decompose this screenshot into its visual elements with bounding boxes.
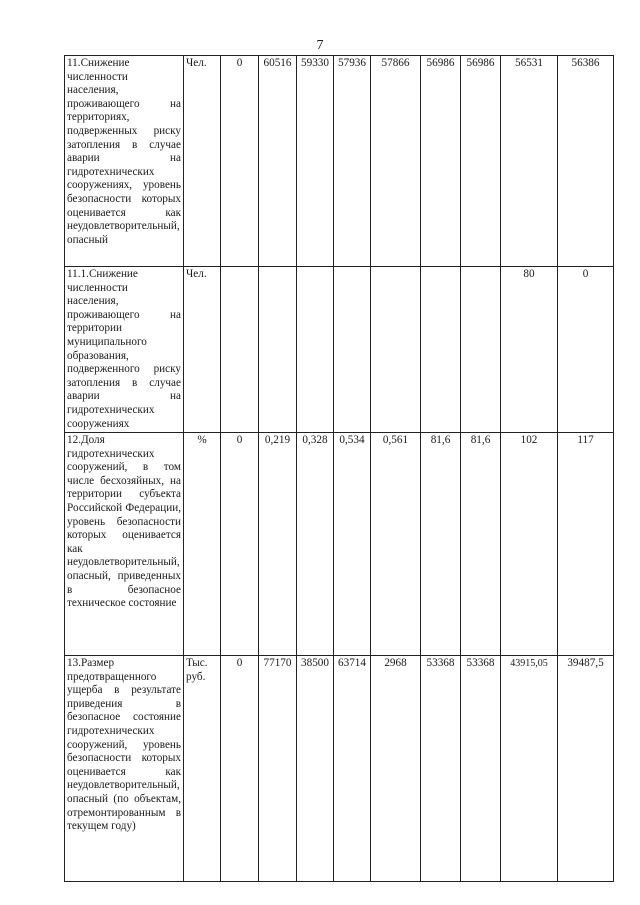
value-cell: 53368 (421, 656, 461, 882)
value-cell: 0 (558, 267, 614, 433)
value-cell: 0 (221, 656, 259, 882)
value-cell: 0 (221, 433, 259, 656)
value-cell (371, 267, 421, 433)
value-cell: 2968 (371, 656, 421, 882)
value-cell: 59330 (297, 56, 334, 267)
value-cell: 0,219 (259, 433, 297, 656)
value-cell: 57936 (334, 56, 371, 267)
value-cell: 81,6 (421, 433, 461, 656)
value-cell: 102 (501, 433, 558, 656)
indicator-unit: % (184, 433, 221, 656)
indicator-name: 13.Размер предотвращенного ущерба в результате приведения в безопасное состояние гидротехнических сооружений, уровень безопасности которых оценивается как неудовлетворительный, опасный (по объектам, отремонтированным в текущем году) (65, 656, 184, 882)
value-cell: 39487,5 (558, 656, 614, 882)
value-cell: 56986 (421, 56, 461, 267)
value-cell (221, 267, 259, 433)
value-cell (259, 267, 297, 433)
value-cell: 0,534 (334, 433, 371, 656)
value-cell (297, 267, 334, 433)
value-cell: 0 (221, 56, 259, 267)
value-cell: 77170 (259, 656, 297, 882)
value-cell: 117 (558, 433, 614, 656)
value-cell: 56386 (558, 56, 614, 267)
value-cell: 56986 (461, 56, 501, 267)
value-cell: 0,561 (371, 433, 421, 656)
indicator-name: 11.1.Снижение численности населения, проживающего на территории муниципального образования, подверженного риску затопления в случае аварии на гидротехнических сооружениях (65, 267, 184, 433)
value-cell: 56531 (501, 56, 558, 267)
indicator-unit: Тыс. руб. (184, 656, 221, 882)
indicators-table (64, 55, 614, 882)
table-row (65, 56, 614, 267)
value-cell: 63714 (334, 656, 371, 882)
table-row (65, 433, 614, 656)
table-row (65, 267, 614, 433)
value-cell: 81,6 (461, 433, 501, 656)
value-cell: 43915,05 (501, 656, 558, 882)
value-cell: 38500 (297, 656, 334, 882)
value-cell: 60516 (259, 56, 297, 267)
value-cell: 80 (501, 267, 558, 433)
table-row (65, 656, 614, 882)
value-cell: 57866 (371, 56, 421, 267)
value-cell (421, 267, 461, 433)
indicator-unit: Чел. (184, 56, 221, 267)
page-number: 7 (316, 38, 324, 53)
value-cell (334, 267, 371, 433)
indicator-name: 12.Доля гидротехнических сооружений, в том числе бесхозяйных, на территории субъекта Российской Федерации, уровень безопасности которых оценивается как неудовлетворительный, опасный, приведенных в безопасное техническое состояние (65, 433, 184, 656)
value-cell: 53368 (461, 656, 501, 882)
value-cell: 0,328 (297, 433, 334, 656)
indicator-name: 11.Снижение численности населения, проживающего на территориях, подверженных риску затопления в случае аварии на гидротехнических сооружениях, уровень безопасности которых оценивается как неудовлетворительный, опасный (65, 56, 184, 267)
value-cell (461, 267, 501, 433)
indicator-unit: Чел. (184, 267, 221, 433)
